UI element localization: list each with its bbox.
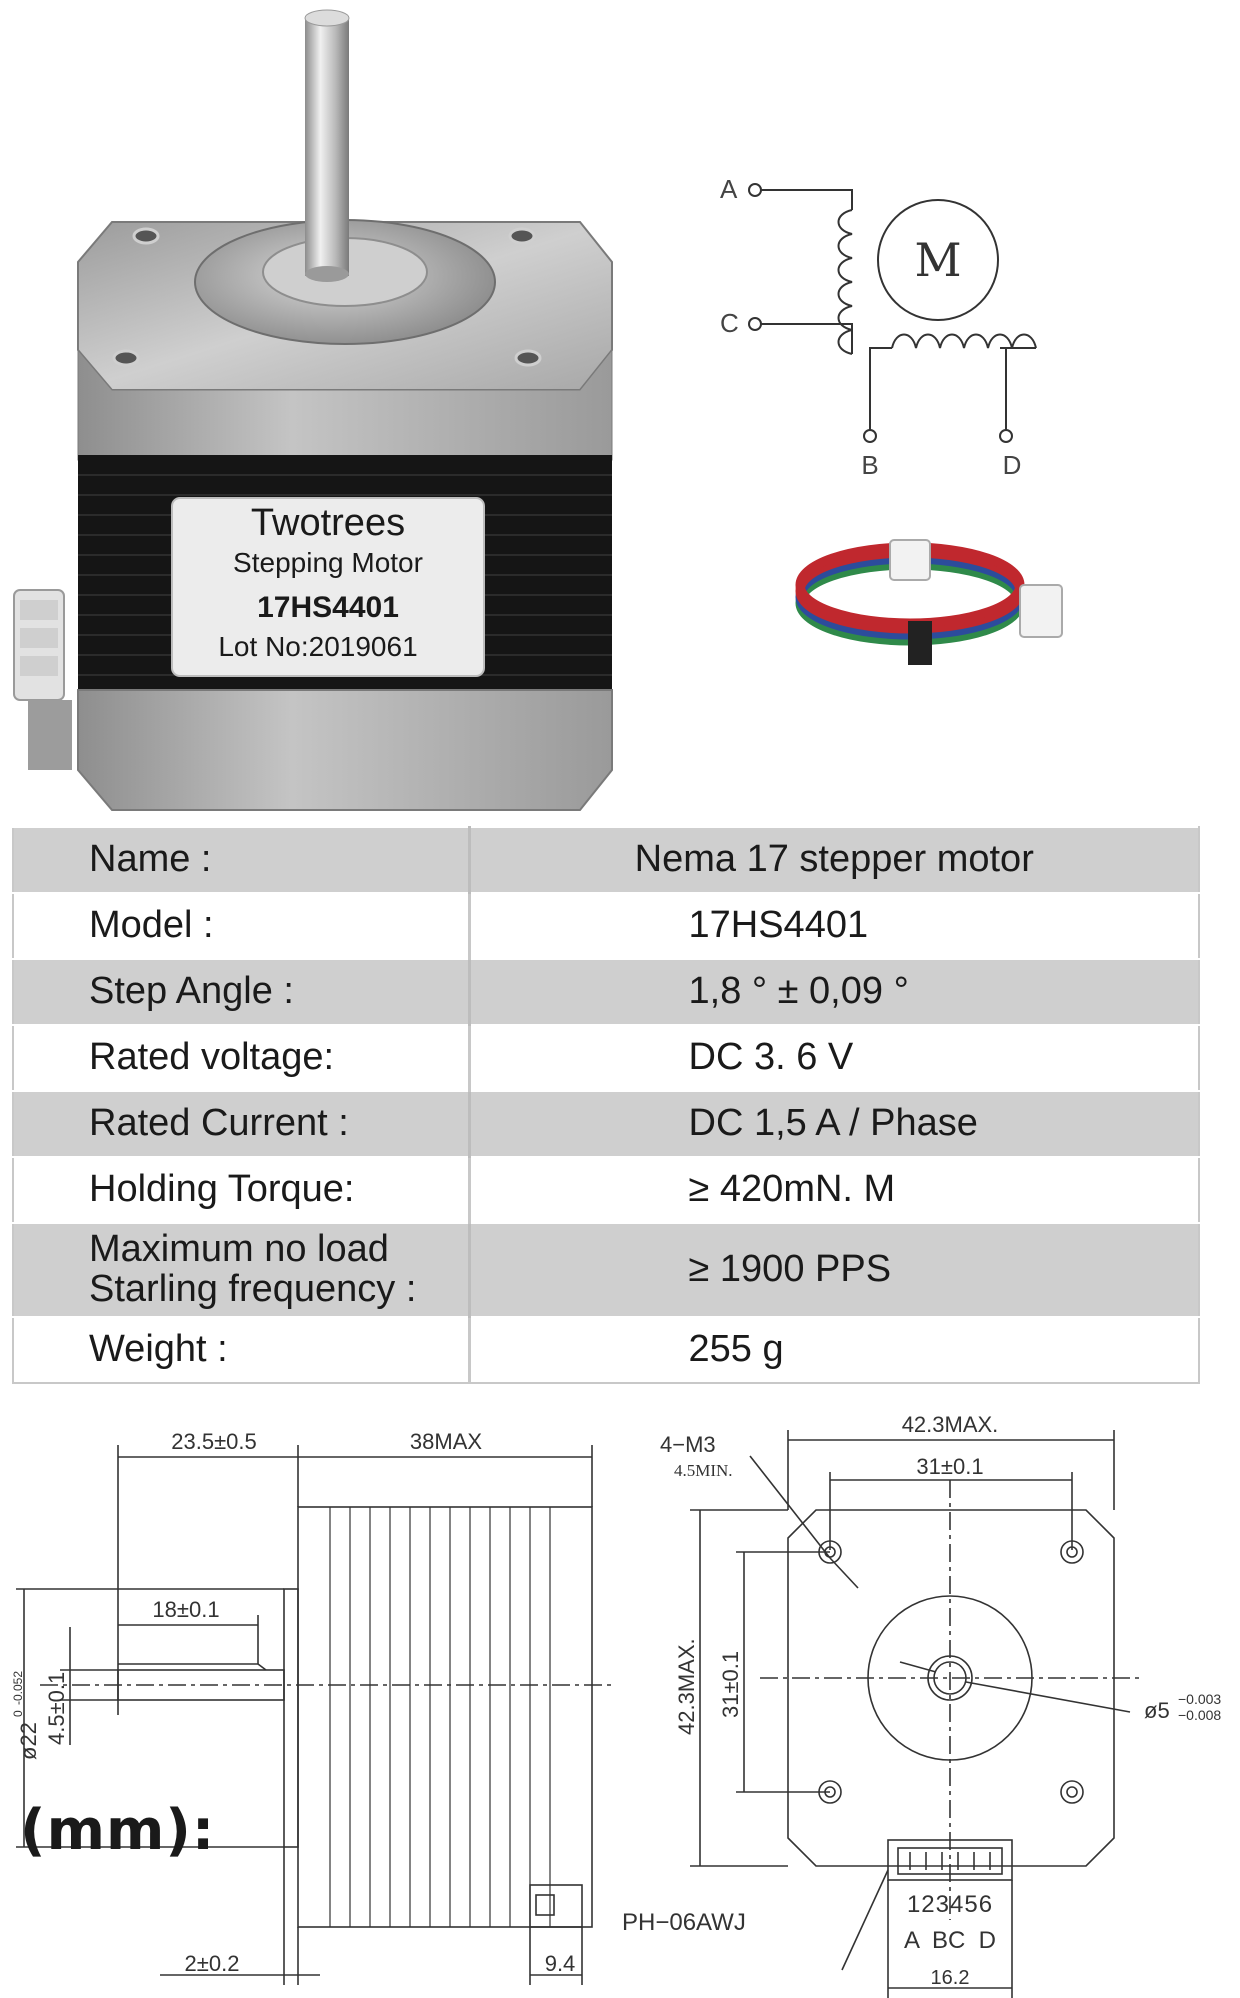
units-label: (mm): bbox=[20, 1798, 216, 1863]
coil-ac bbox=[839, 210, 853, 354]
spec-row-rated-current bbox=[13, 1091, 1199, 1157]
motor-photo bbox=[0, 0, 700, 830]
label-type: Stepping Motor bbox=[233, 547, 423, 578]
wiring-diagram bbox=[700, 150, 1040, 490]
note-hole-thread: 4−M3 bbox=[660, 1432, 716, 1457]
dim-flat-height: 4.5±0.1 bbox=[44, 1671, 69, 1745]
motor-symbol: M bbox=[914, 233, 962, 287]
front-view-holes bbox=[819, 1541, 1083, 1803]
coil-bd bbox=[892, 335, 1036, 349]
dim-boss-height: 2±0.2 bbox=[184, 1951, 240, 1976]
spec-value: 1,8 ° ± 0,09 ° bbox=[469, 959, 1199, 1025]
terminal-a: A bbox=[720, 174, 738, 204]
connector-phases: A BC D bbox=[903, 1927, 997, 1954]
cable-photo bbox=[790, 535, 1080, 675]
label-lot: Lot No:2019061 bbox=[218, 631, 418, 662]
dim-boss-tol-lower: -0.052 bbox=[11, 1670, 25, 1705]
spec-label: Name : bbox=[13, 827, 469, 893]
connector-pins: 123456 bbox=[906, 1891, 994, 1918]
dim-body-length: 38MAX bbox=[409, 1429, 483, 1454]
spec-row-holding-torque bbox=[13, 1157, 1199, 1223]
side-view-body bbox=[298, 1507, 592, 1927]
spec-value: ≥ 420mN. M bbox=[469, 1157, 1199, 1223]
terminal-b: B bbox=[861, 450, 879, 480]
motor-connector bbox=[14, 590, 72, 770]
spec-label: Holding Torque: bbox=[13, 1157, 469, 1223]
dim-shaft-tol-lower: −0.008 bbox=[1178, 1707, 1222, 1723]
spec-label: Rated Current : bbox=[13, 1091, 469, 1157]
label-brand: Twotrees bbox=[250, 502, 406, 544]
cable-connector-2 bbox=[1020, 585, 1062, 637]
side-view-connector bbox=[530, 1885, 582, 1927]
spec-row-name bbox=[13, 827, 1199, 893]
spec-table bbox=[12, 826, 1200, 1384]
spec-row-rated-voltage bbox=[13, 1025, 1199, 1091]
spec-label: Model : bbox=[13, 893, 469, 959]
product-label bbox=[172, 498, 484, 676]
dim-shaft-tol-upper: −0.003 bbox=[1178, 1691, 1222, 1707]
spec-value: DC 3. 6 V bbox=[469, 1025, 1199, 1091]
front-view-body bbox=[788, 1510, 1114, 1866]
dim-flat-length: 18±0.1 bbox=[152, 1597, 220, 1622]
spec-row-step-angle bbox=[13, 959, 1199, 1025]
dim-connector-depth: 9.4 bbox=[544, 1951, 576, 1976]
label-model: 17HS4401 bbox=[257, 591, 399, 624]
terminal-c: C bbox=[720, 308, 739, 338]
spec-value: 255 g bbox=[469, 1317, 1199, 1383]
front-view-drawing bbox=[620, 1400, 1240, 1998]
spec-label-line-1: Maximum no load bbox=[89, 1228, 389, 1271]
spec-row-max-frequency bbox=[13, 1223, 1199, 1317]
spec-label: Weight : bbox=[13, 1317, 469, 1383]
motor-shaft bbox=[305, 16, 349, 276]
side-view-drawing bbox=[0, 1415, 620, 1998]
dim-shaft-diameter: ø5 bbox=[1144, 1698, 1170, 1723]
spec-value: ≥ 1900 PPS bbox=[469, 1223, 1199, 1317]
note-hole-depth: 4.5MIN. bbox=[674, 1461, 733, 1480]
spec-label: Rated voltage: bbox=[13, 1025, 469, 1091]
terminal-d: D bbox=[1002, 450, 1022, 480]
dim-front-width: 42.3MAX. bbox=[901, 1412, 999, 1437]
spec-value: DC 1,5 A / Phase bbox=[469, 1091, 1199, 1157]
dim-boss-diameter: ø22 bbox=[16, 1722, 41, 1760]
connector-model: PH−06AWJ bbox=[622, 1909, 746, 1936]
spec-label: Step Angle : bbox=[13, 959, 469, 1025]
spec-label-line-2: Starling frequency : bbox=[89, 1268, 417, 1310]
spec-row-weight bbox=[13, 1317, 1199, 1383]
spec-value: Nema 17 stepper motor bbox=[469, 827, 1199, 893]
dim-front-height: 42.3MAX. bbox=[674, 1638, 699, 1735]
dim-connector-width: 16.2 bbox=[930, 1967, 970, 1989]
dim-hole-spacing-h: 31±0.1 bbox=[916, 1454, 984, 1479]
dim-hole-spacing-v: 31±0.1 bbox=[718, 1650, 743, 1718]
spec-row-model bbox=[13, 893, 1199, 959]
dim-boss-tol-upper: 0 bbox=[11, 1710, 25, 1717]
spec-value: 17HS4401 bbox=[469, 893, 1199, 959]
dim-shaft-length: 23.5±0.5 bbox=[171, 1429, 257, 1454]
cable-connector-1 bbox=[890, 540, 930, 580]
spec-label-multiline bbox=[13, 1223, 469, 1317]
